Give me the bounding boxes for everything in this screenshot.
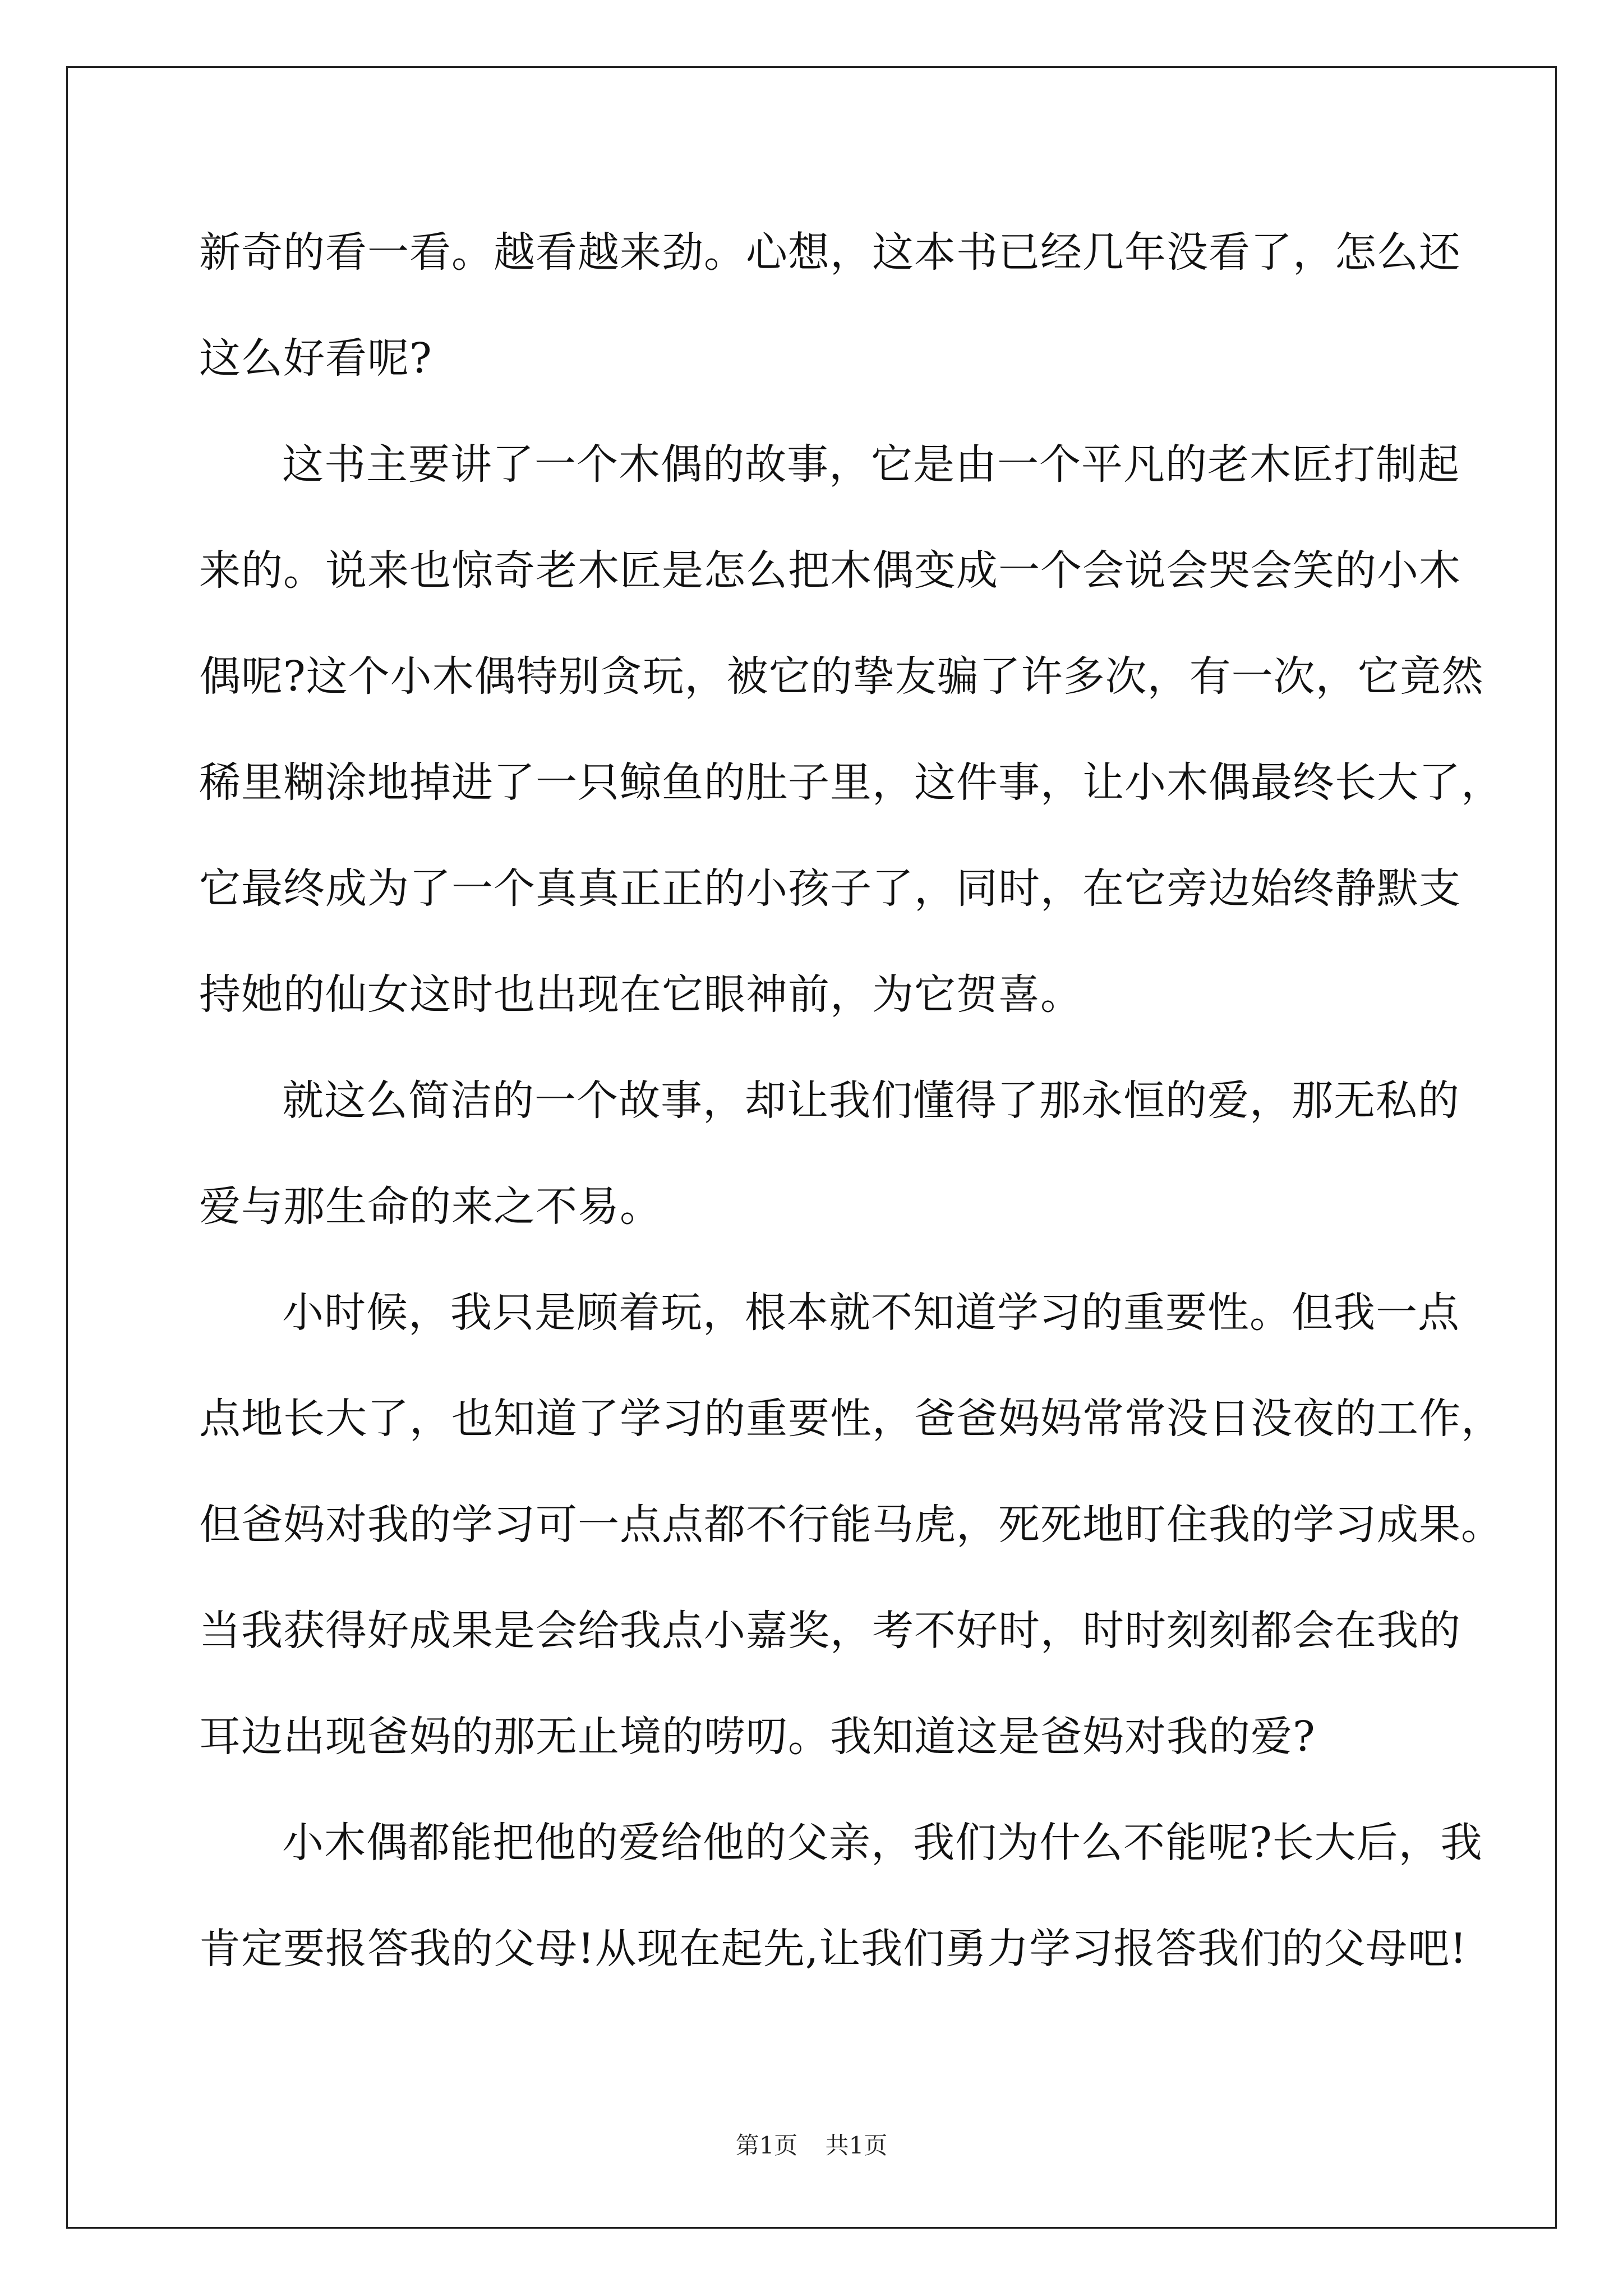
text-line: 但爸妈对我的学习可一点点都不行能马虎，死死地盯住我的学习成果。	[199, 1501, 1503, 1549]
text-line: 爱与那生命的来之不易。	[199, 1182, 662, 1231]
text-line: 点地长大了，也知道了学习的重要性，爸爸妈妈常常没日没夜的工作，	[199, 1395, 1503, 1443]
text-line: 偶呢?这个小木偶特别贪玩，被它的挚友骗了许多次，有一次，它竟然	[199, 652, 1484, 701]
paragraph-start-line: 这书主要讲了一个木偶的故事，它是由一个平凡的老木匠打制起	[282, 440, 1460, 489]
page-number-current: 第1页	[735, 2132, 798, 2159]
paragraph-start-line: 就这么简洁的一个故事，却让我们懂得了那永恒的爱，那无私的	[282, 1076, 1460, 1125]
text-line: 新奇的看一看。越看越来劲。心想，这本书已经几年没看了，怎么还	[199, 228, 1461, 277]
paragraph-start-line: 小木偶都能把他的爱给他的父亲，我们为什么不能呢?长大后，我	[282, 1819, 1483, 1867]
document-body	[199, 213, 1503, 2016]
page-footer	[0, 2129, 1623, 2162]
text-line: 它最终成为了一个真真正正的小孩子了，同时，在它旁边始终静默支	[199, 864, 1461, 913]
text-line: 来的。说来也惊奇老木匠是怎么把木偶变成一个会说会哭会笑的小木	[199, 546, 1461, 595]
text-line: 耳边出现爸妈的那无止境的唠叨。我知道这是爸妈对我的爱?	[199, 1713, 1316, 1761]
text-line: 持她的仙女这时也出现在它眼神前，为它贺喜。	[199, 970, 1082, 1019]
paragraph-start-line: 小时候，我只是顾着玩，根本就不知道学习的重要性。但我一点	[282, 1289, 1460, 1337]
text-line: 稀里糊涂地掉进了一只鲸鱼的肚子里，这件事，让小木偶最终长大了，	[199, 758, 1503, 807]
text-line: 这么好看呢?	[199, 334, 432, 383]
text-line: 当我获得好成果是会给我点小嘉奖，考不好时，时时刻刻都会在我的	[199, 1607, 1461, 1655]
page-number-total: 共1页	[825, 2132, 888, 2159]
text-line: 肯定要报答我的父母!从现在起先,让我们勇力学习报答我们的父母吧!	[199, 1925, 1467, 1973]
